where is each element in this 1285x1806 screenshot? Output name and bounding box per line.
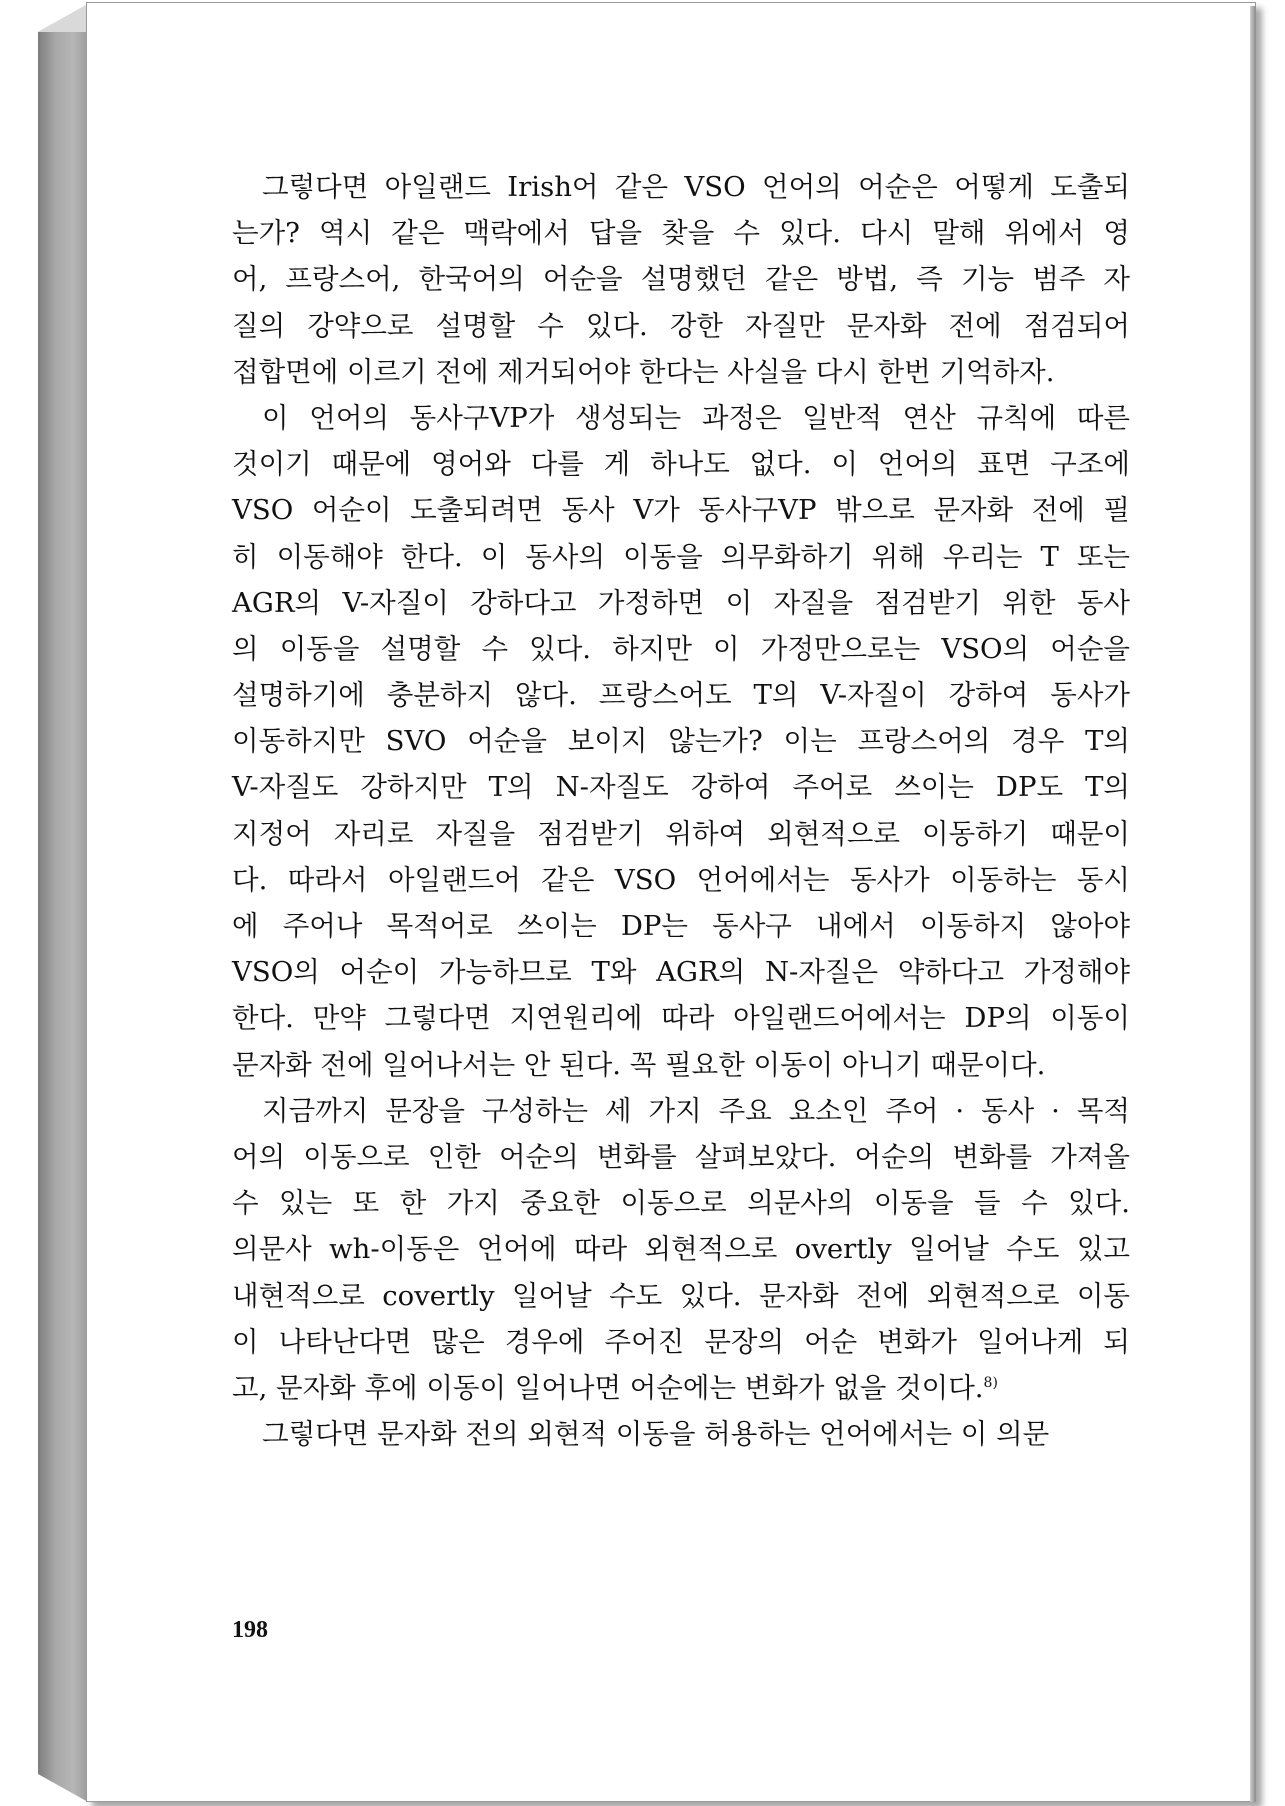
book-spine-top: [38, 4, 88, 32]
page-edge-shadow: [1250, 6, 1256, 1802]
text-line: [232, 1365, 1130, 1411]
text-line: 문자화 전에 일어나서는 안 된다. 꼭 필요한 이동이 아니기 때문이다.: [232, 1048, 1046, 1081]
text-line: 다. 따라서 아일랜드어 같은 VSO 언어에서는 동사가 이동하는 동시: [232, 863, 1130, 896]
text-line: 의문사 wh-이동은 언어에 따라 외현적으로 overtly 일어날 수도 있고: [232, 1233, 1130, 1266]
text-line: 이 언어의 동사구VP가 생성되는 과정은 일반적 연산 규칙에 따른: [262, 401, 1130, 434]
text-line: 내현적으로 covertly 일어날 수도 있다. 문자화 전에 외현적으로 이동: [232, 1279, 1130, 1312]
text-line-content: 고, 문자화 후에 이동이 일어나면 어순에는 변화가 없을 것이다.: [232, 1371, 984, 1404]
text-line: AGR의 V-자질이 강하다고 가정하면 이 자질을 점검받기 위한 동사: [232, 586, 1130, 619]
text-line: 이동하지만 SVO 어순을 보이지 않는가? 이는 프랑스어의 경우 T의: [232, 725, 1130, 758]
text-line: 지금까지 문장을 구성하는 세 가지 주요 요소인 주어 · 동사 · 목적: [262, 1094, 1130, 1127]
text-line: 어, 프랑스어, 한국어의 어순을 설명했던 같은 방법, 즉 기능 범주 자: [232, 263, 1130, 296]
text-line: 어의 이동으로 인한 어순의 변화를 살펴보았다. 어순의 변화를 가져올: [232, 1140, 1130, 1173]
page-number: 198: [232, 1617, 268, 1643]
text-line: 수 있는 또 한 가지 중요한 이동으로 의문사의 이동을 들 수 있다.: [232, 1187, 1130, 1220]
text-line: 질의 강약으로 설명할 수 있다. 강한 자질만 문자화 전에 점검되어: [232, 309, 1130, 342]
body-text: [232, 164, 1130, 1457]
text-line: 에 주어나 목적어로 쓰이는 DP는 동사구 내에서 이동하지 않아야: [232, 910, 1130, 942]
text-line: 그렇다면 아일랜드 Irish어 같은 VSO 언어의 어순은 어떻게 도출되: [262, 171, 1130, 203]
text-line: 는가? 역시 같은 맥락에서 답을 찾을 수 있다. 다시 말해 위에서 영: [232, 217, 1130, 250]
text-line: 이 나타난다면 많은 경우에 주어진 문장의 어순 변화가 일어나게 되: [232, 1325, 1130, 1358]
text-line: 지정어 자리로 자질을 점검받기 위하여 외현적으로 이동하기 때문이: [232, 817, 1130, 850]
text-line: 설명하기에 충분하지 않다. 프랑스어도 T의 V-자질이 강하여 동사가: [232, 679, 1130, 712]
text-line: 한다. 만약 그렇다면 지연원리에 따라 아일랜드어에서는 DP의 이동이: [232, 1002, 1130, 1035]
footnote-reference: 8): [983, 1374, 998, 1391]
text-line: 그렇다면 문자화 전의 외현적 이동을 허용하는 언어에서는 이 의문: [262, 1418, 1050, 1451]
text-line: 것이기 때문에 영어와 다를 게 하나도 없다. 이 언어의 표면 구조에: [232, 448, 1130, 481]
text-line: 의 이동을 설명할 수 있다. 하지만 이 가정만으로는 VSO의 어순을: [232, 632, 1130, 665]
book-spine: [38, 4, 88, 1802]
text-line: 접합면에 이르기 전에 제거되어야 한다는 사실을 다시 한번 기억하자.: [232, 355, 1055, 388]
text-line: 히 이동해야 한다. 이 동사의 이동을 의무화하기 위해 우리는 T 또는: [232, 540, 1130, 573]
text-line: VSO의 어순이 가능하므로 T와 AGR의 N-자질은 약하다고 가정해야: [232, 956, 1130, 989]
text-line: VSO 어순이 도출되려면 동사 V가 동사구VP 밖으로 문자화 전에 필: [232, 494, 1130, 527]
text-line: V-자질도 강하지만 T의 N-자질도 강하여 주어로 쓰이는 DP도 T의: [232, 771, 1130, 804]
